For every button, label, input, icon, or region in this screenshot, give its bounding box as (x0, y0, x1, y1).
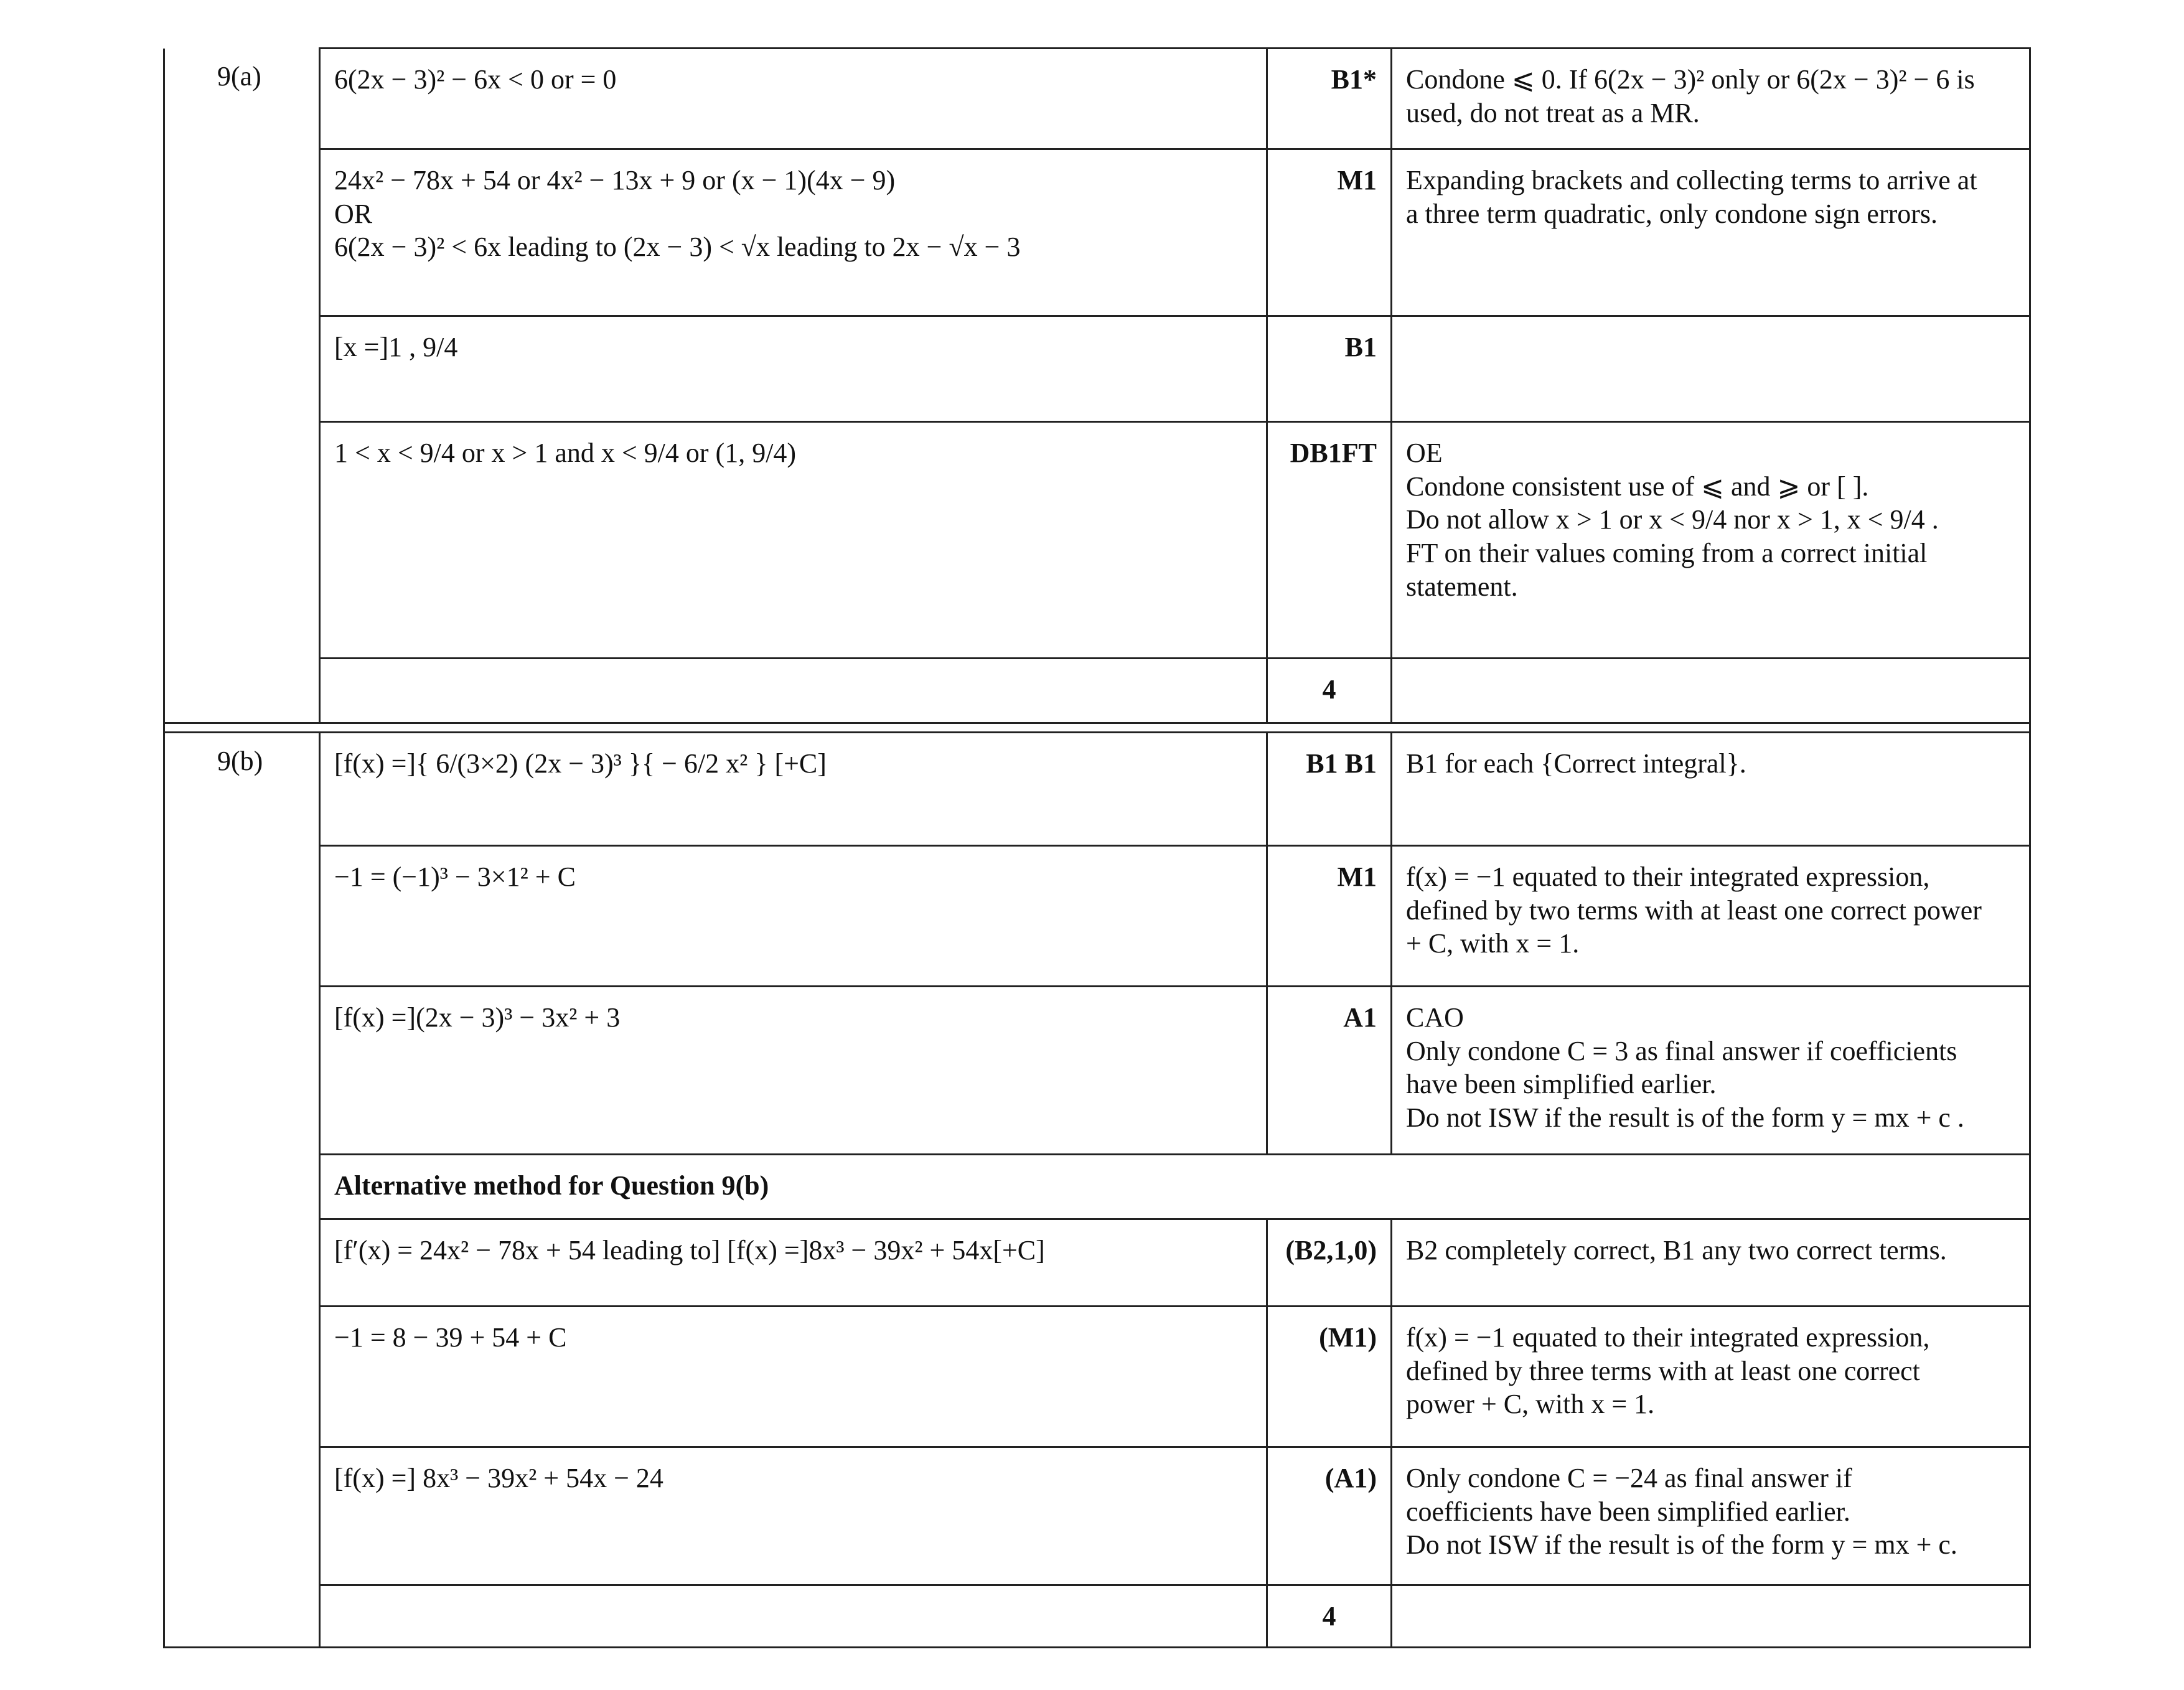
comment-line: f(x) = −1 equated to their integrated expression, (1406, 1322, 1930, 1353)
answer-line: 6(2x − 3)² < 6x leading to (2x − 3) < √x leading to 2x − √x − 3 (334, 232, 1021, 263)
question-number-9a: 9(a) (164, 49, 320, 723)
mark-scheme-sheet (163, 47, 2029, 1648)
answer-line: [f(x) =](2x − 3)³ − 3x² + 3 (334, 1002, 621, 1033)
comment-line: Expanding brackets and collecting terms to arrive at (1406, 165, 1977, 195)
comment-line: B2 completely correct, B1 any two correct terms. (1406, 1235, 1947, 1265)
comment-line: used, do not treat as a MR. (1406, 97, 1700, 128)
mark-cell: B1 B1 (1267, 733, 1392, 846)
comment-cell (1392, 1307, 2030, 1447)
comment-line: Only condone C = −24 as final answer if (1406, 1463, 1852, 1493)
answer-cell (320, 316, 1267, 422)
mark-scheme-table (163, 47, 2031, 1648)
comment-line: power + C, with x = 1. (1406, 1389, 1655, 1420)
answer-line: [x =]1 , 9/4 (334, 332, 458, 362)
comment-line: CAO (1406, 1002, 1464, 1033)
answer-cell (320, 987, 1267, 1155)
comment-cell (1392, 1219, 2030, 1307)
answer-line: 6(2x − 3)² − 6x < 0 or = 0 (334, 64, 617, 95)
comment-line: Condone ⩽ 0. If 6(2x − 3)² only or 6(2x − 3)² − 6 is (1406, 64, 1975, 95)
answer-line: 1 < x < 9/4 or x > 1 and x < 9/4 or (1, 9/4) (334, 438, 797, 468)
mark-cell: (A1) (1267, 1447, 1392, 1585)
answer-line: 24x² − 78x + 54 or 4x² − 13x + 9 or (x − 1)(4x − 9) (334, 165, 896, 195)
question-number-9b: 9(b) (164, 733, 320, 1648)
answer-cell (320, 149, 1267, 316)
answer-line: [f′(x) = 24x² − 78x + 54 leading to] [f(x) =]8x³ − 39x² + 54x[+C] (334, 1235, 1045, 1265)
comment-line: Do not ISW if the result is of the form y = mx + c. (1406, 1529, 1957, 1561)
comment-cell (1392, 1585, 2030, 1648)
comment-line: f(x) = −1 equated to their integrated expression, (1406, 861, 1930, 892)
comment-line: Do not allow x > 1 or x < 9/4 nor x > 1, x < 9/4 . (1406, 504, 1939, 535)
mark-cell: DB1FT (1267, 422, 1392, 659)
answer-cell (320, 733, 1267, 846)
answer-line: [f(x) =] 8x³ − 39x² + 54x − 24 (334, 1463, 663, 1493)
comment-line: a three term quadratic, only condone sign errors. (1406, 198, 1938, 229)
mark-cell: (M1) (1267, 1307, 1392, 1447)
comment-cell (1392, 846, 2030, 987)
comment-line: B1 for each {Correct integral}. (1406, 748, 1746, 779)
answer-cell (320, 1307, 1267, 1447)
comment-cell (1392, 733, 2030, 846)
comment-cell (1392, 987, 2030, 1155)
comment-line: Only condone C = 3 as final answer if coefficients (1406, 1035, 1957, 1066)
comment-line: Condone consistent use of ⩽ and ⩾ or [ ]. (1406, 471, 1869, 502)
answer-cell (320, 846, 1267, 987)
comment-cell (1392, 1447, 2030, 1585)
comment-line: Do not ISW if the result is of the form y = mx + c . (1406, 1102, 1964, 1134)
comment-cell (1392, 422, 2030, 659)
answer-cell (320, 1447, 1267, 1585)
comment-line: OE (1406, 438, 1443, 468)
mark-cell: M1 (1267, 149, 1392, 316)
comment-cell (1392, 149, 2030, 316)
comment-line: defined by three terms with at least one correct (1406, 1355, 1920, 1386)
answer-line: −1 = 8 − 39 + 54 + C (334, 1322, 567, 1353)
part-separator (164, 723, 2030, 733)
alternative-method-heading: Alternative method for Question 9(b) (320, 1155, 2030, 1219)
answer-line: OR (334, 198, 373, 229)
mark-cell: B1* (1267, 49, 1392, 149)
comment-cell (1392, 659, 2030, 723)
answer-cell (320, 422, 1267, 659)
answer-cell (320, 49, 1267, 149)
answer-cell (320, 1219, 1267, 1307)
mark-cell: M1 (1267, 846, 1392, 987)
answer-cell (320, 1585, 1267, 1648)
answer-line: −1 = (−1)³ − 3×1² + C (334, 861, 576, 892)
mark-cell: (B2,1,0) (1267, 1219, 1392, 1307)
comment-line: defined by two terms with at least one correct power (1406, 894, 1982, 926)
answer-line: [f(x) =]{ 6/(3×2) (2x − 3)³ }{ − 6/2 x² } [+C] (334, 748, 827, 779)
total-mark-cell: 4 (1267, 659, 1392, 723)
comment-cell (1392, 316, 2030, 422)
comment-line: coefficients have been simplified earlier. (1406, 1496, 1850, 1527)
comment-line: have been simplified earlier. (1406, 1069, 1717, 1100)
comment-line: + C, with x = 1. (1406, 928, 1580, 959)
answer-cell (320, 659, 1267, 723)
comment-cell (1392, 49, 2030, 149)
mark-cell: B1 (1267, 316, 1392, 422)
comment-line: statement. (1406, 571, 1518, 602)
mark-cell: A1 (1267, 987, 1392, 1155)
comment-line: FT on their values coming from a correct initial (1406, 538, 1928, 569)
total-mark-cell: 4 (1267, 1585, 1392, 1648)
